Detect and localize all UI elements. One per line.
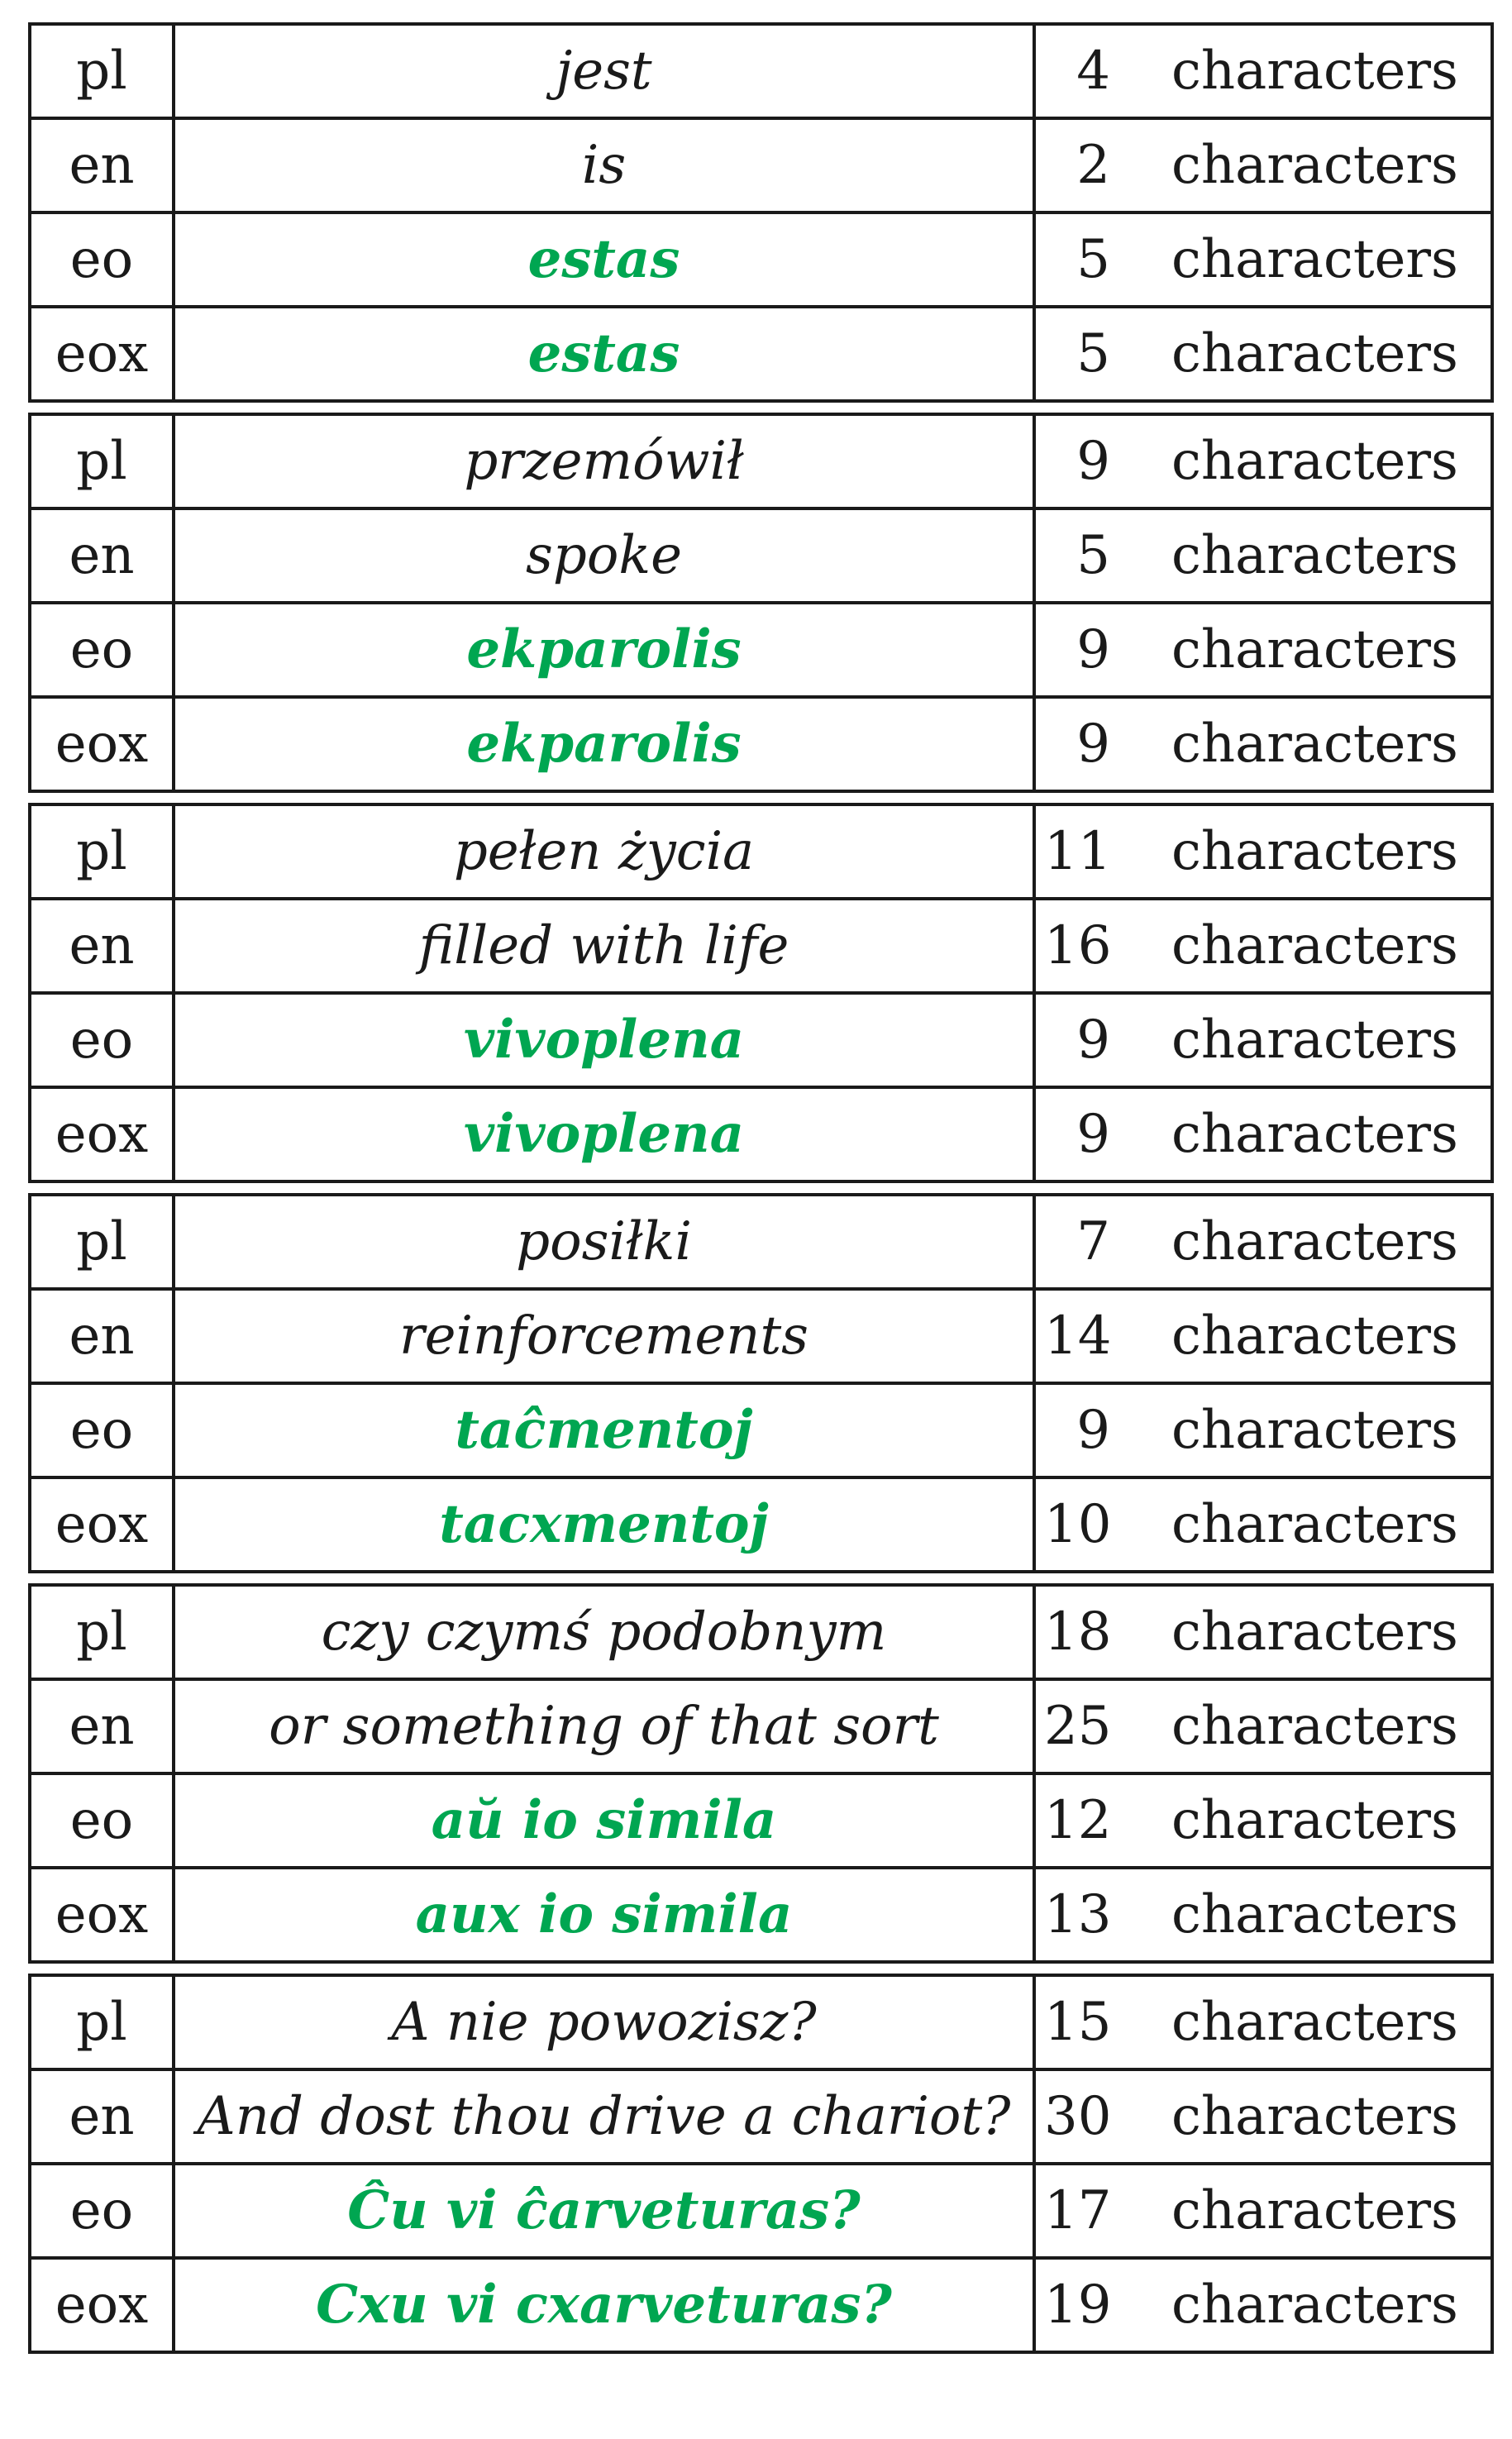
language-code: eox [30, 1087, 174, 1181]
character-count-cell [1034, 1087, 1492, 1181]
unit-label: characters [1171, 915, 1458, 976]
table-row [30, 993, 1492, 1087]
character-count-cell [1034, 1975, 1492, 2069]
character-count: 13 [1044, 1884, 1112, 1945]
table-row [30, 2164, 1492, 2258]
language-code: pl [30, 1195, 174, 1289]
unit-label: characters [1171, 2086, 1458, 2147]
esperanto-word: ekparolis [174, 697, 1034, 791]
character-count-cell [1034, 307, 1492, 401]
source-word: pełen życia [174, 804, 1034, 899]
language-code: en [30, 1289, 174, 1383]
table-row [30, 1679, 1492, 1773]
character-count: 30 [1044, 2086, 1112, 2147]
unit-label: characters [1171, 135, 1458, 196]
character-count: 4 [1076, 41, 1110, 102]
word-group-table [28, 413, 1494, 793]
unit-label: characters [1171, 431, 1458, 492]
word-group-table [28, 1583, 1494, 1964]
unit-label: characters [1171, 41, 1458, 102]
esperanto-word: aŭ io simila [174, 1773, 1034, 1868]
unit-label: characters [1171, 1494, 1458, 1555]
word-group-table [28, 1193, 1494, 1573]
language-code: eo [30, 1383, 174, 1477]
unit-label: characters [1171, 2180, 1458, 2241]
character-count-cell [1034, 1773, 1492, 1868]
source-word: reinforcements [174, 1289, 1034, 1383]
language-code: en [30, 899, 174, 993]
unit-label: characters [1171, 821, 1458, 882]
character-count-cell [1034, 1289, 1492, 1383]
unit-label: characters [1171, 1211, 1458, 1272]
esperanto-word: vivoplena [174, 1087, 1034, 1181]
table-row [30, 697, 1492, 791]
comparison-tables [28, 22, 1481, 2364]
language-code: eox [30, 697, 174, 791]
table-row [30, 212, 1492, 307]
character-count-cell [1034, 1868, 1492, 1962]
source-word: is [174, 118, 1034, 212]
character-count-cell [1034, 212, 1492, 307]
esperanto-word: estas [174, 307, 1034, 401]
esperanto-word: Cxu vi cxarveturas? [174, 2258, 1034, 2352]
esperanto-word: tacxmentoj [174, 1477, 1034, 1572]
character-count-cell [1034, 414, 1492, 508]
language-code: pl [30, 1975, 174, 2069]
table-row [30, 1477, 1492, 1572]
table-row [30, 1773, 1492, 1868]
word-group-table [28, 22, 1494, 403]
character-count-cell [1034, 899, 1492, 993]
language-code: pl [30, 24, 174, 118]
character-count: 5 [1076, 323, 1110, 384]
language-code: eo [30, 212, 174, 307]
language-code: en [30, 1679, 174, 1773]
character-count-cell [1034, 1477, 1492, 1572]
table-row [30, 24, 1492, 118]
character-count-cell [1034, 603, 1492, 697]
table-row [30, 899, 1492, 993]
unit-label: characters [1171, 525, 1458, 586]
esperanto-word: ekparolis [174, 603, 1034, 697]
unit-label: characters [1171, 1400, 1458, 1461]
character-count-cell [1034, 1195, 1492, 1289]
source-word: czy czymś podobnym [174, 1585, 1034, 1679]
character-count: 16 [1044, 915, 1112, 976]
unit-label: characters [1171, 1992, 1458, 2053]
table-row [30, 118, 1492, 212]
character-count: 11 [1044, 821, 1112, 882]
character-count-cell [1034, 118, 1492, 212]
character-count: 2 [1076, 135, 1110, 196]
esperanto-word: vivoplena [174, 993, 1034, 1087]
table-row [30, 1087, 1492, 1181]
table-row [30, 603, 1492, 697]
unit-label: characters [1171, 714, 1458, 775]
table-row [30, 1868, 1492, 1962]
source-word: filled with life [174, 899, 1034, 993]
unit-label: characters [1171, 1696, 1458, 1757]
unit-label: characters [1171, 1601, 1458, 1663]
character-count: 19 [1044, 2274, 1112, 2336]
character-count-cell [1034, 697, 1492, 791]
language-code: eo [30, 993, 174, 1087]
character-count-cell [1034, 1679, 1492, 1773]
character-count: 9 [1076, 619, 1110, 680]
table-row [30, 307, 1492, 401]
source-word: posiłki [174, 1195, 1034, 1289]
table-row [30, 508, 1492, 603]
table-row [30, 414, 1492, 508]
unit-label: characters [1171, 1009, 1458, 1071]
unit-label: characters [1171, 619, 1458, 680]
table-row [30, 2069, 1492, 2164]
character-count-cell [1034, 1585, 1492, 1679]
unit-label: characters [1171, 1790, 1458, 1851]
character-count-cell [1034, 2258, 1492, 2352]
character-count-cell [1034, 2069, 1492, 2164]
language-code: eo [30, 1773, 174, 1868]
word-group-table [28, 1974, 1494, 2354]
language-code: pl [30, 1585, 174, 1679]
character-count: 17 [1044, 2180, 1112, 2241]
character-count: 25 [1044, 1696, 1112, 1757]
language-code: pl [30, 414, 174, 508]
character-count: 9 [1076, 1400, 1110, 1461]
character-count-cell [1034, 24, 1492, 118]
character-count: 9 [1076, 431, 1110, 492]
character-count-cell [1034, 2164, 1492, 2258]
table-row [30, 804, 1492, 899]
language-code: en [30, 2069, 174, 2164]
source-word: A nie powozisz? [174, 1975, 1034, 2069]
table-row [30, 1383, 1492, 1477]
character-count: 10 [1044, 1494, 1112, 1555]
unit-label: characters [1171, 1305, 1458, 1367]
esperanto-word: estas [174, 212, 1034, 307]
unit-label: characters [1171, 1884, 1458, 1945]
character-count: 9 [1076, 714, 1110, 775]
character-count-cell [1034, 508, 1492, 603]
character-count: 9 [1076, 1009, 1110, 1071]
unit-label: characters [1171, 323, 1458, 384]
unit-label: characters [1171, 2274, 1458, 2336]
table-row [30, 1975, 1492, 2069]
language-code: eox [30, 307, 174, 401]
esperanto-word: Ĉu vi ĉarveturas? [174, 2164, 1034, 2258]
character-count: 7 [1076, 1211, 1110, 1272]
character-count: 15 [1044, 1992, 1112, 2053]
language-code: en [30, 508, 174, 603]
character-count-cell [1034, 1383, 1492, 1477]
source-word: jest [174, 24, 1034, 118]
language-code: eox [30, 1477, 174, 1572]
table-row [30, 1585, 1492, 1679]
table-row [30, 2258, 1492, 2352]
table-row [30, 1289, 1492, 1383]
language-code: eo [30, 603, 174, 697]
character-count: 5 [1076, 525, 1110, 586]
character-count-cell [1034, 804, 1492, 899]
word-group-table [28, 803, 1494, 1183]
character-count: 5 [1076, 229, 1110, 290]
character-count: 18 [1044, 1601, 1112, 1663]
language-code: eox [30, 1868, 174, 1962]
language-code: pl [30, 804, 174, 899]
source-word: przemówił [174, 414, 1034, 508]
character-count: 9 [1076, 1104, 1110, 1165]
source-word: And dost thou drive a chariot? [174, 2069, 1034, 2164]
language-code: eo [30, 2164, 174, 2258]
table-row [30, 1195, 1492, 1289]
character-count-cell [1034, 993, 1492, 1087]
esperanto-word: aux io simila [174, 1868, 1034, 1962]
character-count: 12 [1044, 1790, 1112, 1851]
language-code: en [30, 118, 174, 212]
source-word: spoke [174, 508, 1034, 603]
unit-label: characters [1171, 1104, 1458, 1165]
source-word: or something of that sort [174, 1679, 1034, 1773]
character-count: 14 [1044, 1305, 1112, 1367]
esperanto-word: taĉmentoj [174, 1383, 1034, 1477]
language-code: eox [30, 2258, 174, 2352]
unit-label: characters [1171, 229, 1458, 290]
